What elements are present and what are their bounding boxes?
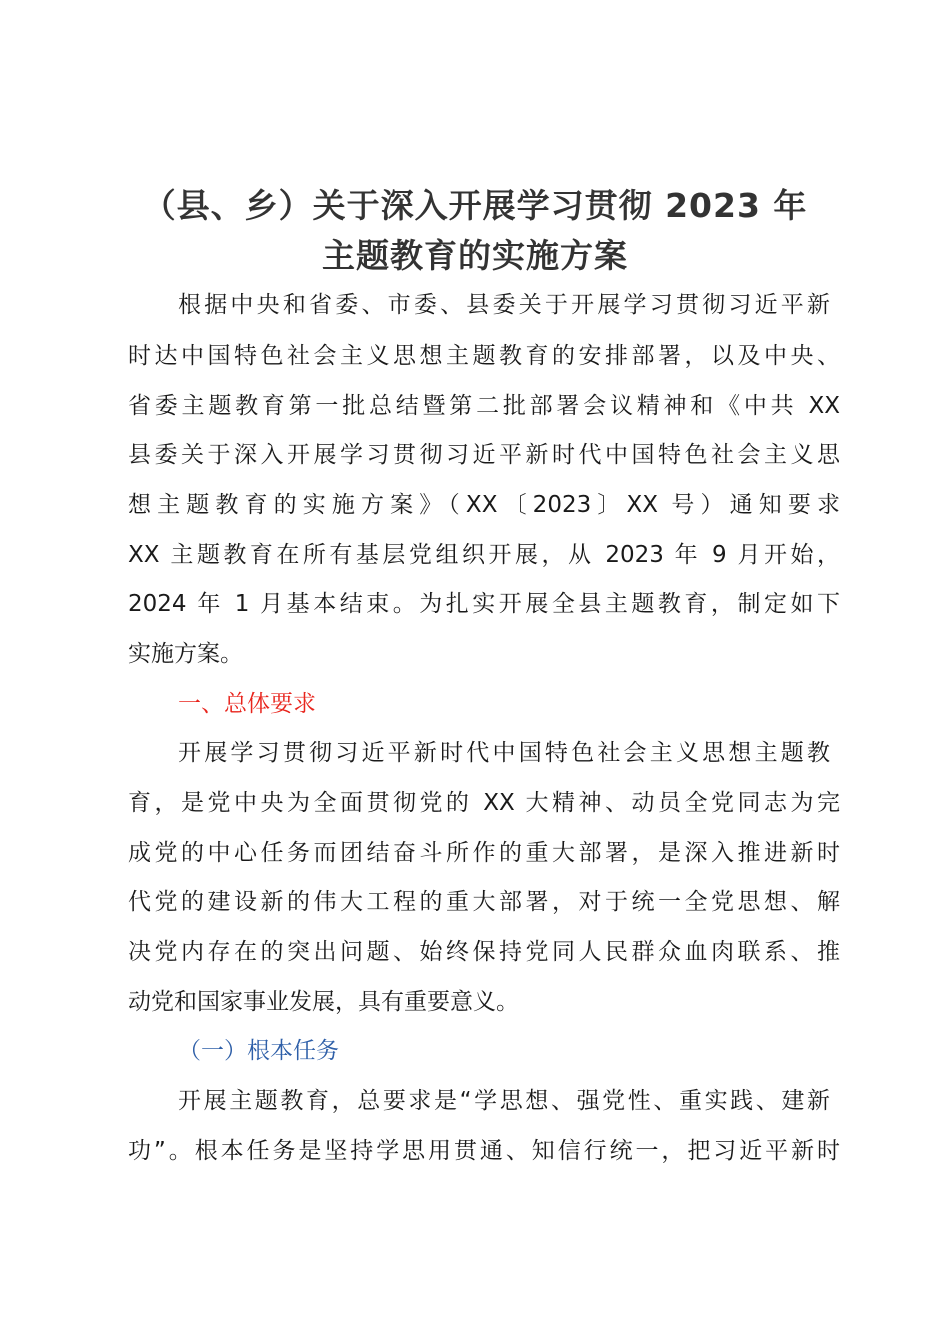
paragraph-1-line-3: 省委主题教育第一批总结暨第二批部署会议精神和《中共 XX [128, 393, 840, 419]
section-heading-overall-requirements: 一、总体要求 [178, 691, 316, 717]
paragraph-2-line-1: 开展学习贯彻习近平新时代中国特色社会主义思想主题教 [178, 740, 830, 766]
paragraph-1-line-1: 根据中央和省委、市委、县委关于开展学习贯彻习近平新 [178, 292, 830, 318]
subsection-heading-fundamental-task: （一）根本任务 [178, 1038, 339, 1064]
paragraph-2-line-4: 代党的建设新的伟大工程的重大部署，对于统一全党思想、解 [128, 889, 840, 915]
paragraph-1-line-2: 时达中国特色社会主义思想主题教育的安排部署，以及中央、 [128, 343, 840, 369]
paragraph-1-line-6: XX 主题教育在所有基层党组织开展，从 2023 年 9 月开始， [128, 542, 840, 568]
paragraph-3-line-2: 功”。根本任务是坚持学思用贯通、知信行统一，把习近平新时 [128, 1138, 840, 1164]
paragraph-2-line-6: 动党和国家事业发展，具有重要意义。 [128, 989, 519, 1015]
document-title-line-2: 主题教育的实施方案 [322, 236, 628, 275]
paragraph-1-line-7: 2024 年 1 月基本结束。为扎实开展全县主题教育，制定如下 [128, 591, 840, 617]
document-title-line-1: （县、乡）关于深入开展学习贯彻 2023 年 [142, 186, 808, 225]
paragraph-3-line-1: 开展主题教育，总要求是“学思想、强党性、重实践、建新 [178, 1088, 830, 1114]
paragraph-2-line-2: 育，是党中央为全面贯彻党的 XX 大精神、动员全党同志为完 [128, 790, 840, 816]
paragraph-1-line-8: 实施方案。 [128, 641, 243, 667]
paragraph-1-line-4: 县委关于深入开展学习贯彻习近平新时代中国特色社会主义思 [128, 442, 840, 468]
paragraph-2-line-3: 成党的中心任务而团结奋斗所作的重大部署，是深入推进新时 [128, 840, 840, 866]
paragraph-2-line-5: 决党内存在的突出问题、始终保持党同人民群众血肉联系、推 [128, 939, 840, 965]
paragraph-1-line-5: 想主题教育的实施方案》（XX〔2023〕XX 号）通知要求 [128, 492, 840, 518]
